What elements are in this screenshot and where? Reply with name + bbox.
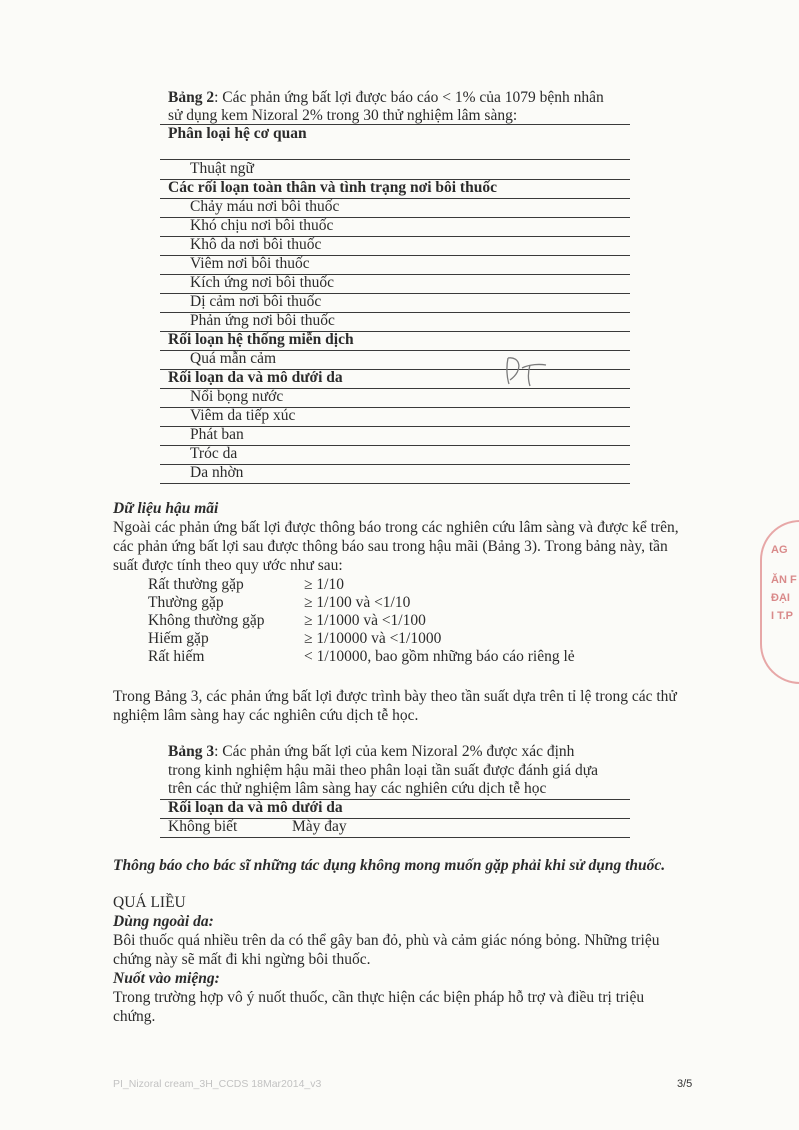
table2-top-rule (160, 106, 630, 125)
frequency-label: Rất hiếm (148, 648, 205, 665)
table2-term-row: Phát ban (160, 426, 630, 446)
table2-header-class: Phân loại hệ cơ quan (160, 125, 630, 160)
overdose-oral-line: Trong trường hợp vô ý nuốt thuốc, cần thực hiện các biện pháp hỗ trợ và điều trị triệu (113, 989, 645, 1006)
table2-term-row: Quá mẫn cảm (160, 350, 630, 370)
table3-term: Mày đay (292, 818, 347, 835)
table2-term-row: Tróc da (160, 445, 630, 465)
table2-header-term: Thuật ngữ (160, 160, 630, 180)
table2-term-row: Khó chịu nơi bôi thuốc (160, 217, 630, 237)
table3-caption-line2: trong kinh nghiệm hậu mãi theo phân loại tần suất được đánh giá dựa (168, 762, 599, 779)
table3-data-row (160, 818, 630, 838)
table2-category-row: Rối loạn hệ thống miễn dịch (160, 331, 630, 351)
handwritten-initials-mark (500, 350, 550, 390)
frequency-label: Rất thường gặp (148, 576, 244, 593)
overdose-topical-line: chứng này sẽ mất đi khi ngừng bôi thuốc. (113, 951, 371, 968)
table3-caption-line3-row: trên các thử nghiệm lâm sàng hay các nghiên cứu dịch tễ học (160, 780, 630, 800)
table2-term-row: Viêm da tiếp xúc (160, 407, 630, 427)
frequency-label: Không thường gặp (148, 612, 265, 629)
table2-term-row: Da nhờn (160, 464, 630, 484)
stamp-text-line: AG (771, 544, 788, 556)
frequency-value: ≥ 1/100 và <1/10 (304, 594, 411, 611)
table2-caption-line1: Bảng 2: Các phản ứng bất lợi được báo cáo < 1% của 1079 bệnh nhân (168, 89, 604, 106)
postmarketing-heading: Dữ liệu hậu mãi (113, 500, 219, 517)
table3-caption-label: Bảng 3 (168, 743, 215, 760)
table3-caption-line1: Bảng 3: Các phản ứng bất lợi của kem Nizoral 2% được xác định (168, 743, 575, 760)
table2-caption-line2: sử dụng kem Nizoral 2% trong 30 thử nghiệm lâm sàng: (168, 107, 518, 124)
overdose-oral-heading: Nuốt vào miệng: (113, 970, 220, 987)
postmarketing-para-line: suất được tính theo quy ước như sau: (113, 557, 343, 574)
overdose-oral-line: chứng. (113, 1008, 156, 1025)
table3-frequency: Không biết (168, 818, 238, 835)
footer-doc-id: PI_Nizoral cream_3H_CCDS 18Mar2014_v3 (113, 1078, 322, 1090)
overdose-topical-line: Bôi thuốc quá nhiều trên da có thể gây ban đỏ, phù và cảm giác nóng bỏng. Những triệu (113, 932, 660, 949)
postmarketing-para-line: Ngoài các phản ứng bất lợi được thông báo trong các nghiên cứu lâm sàng và được kể trên, (113, 519, 679, 536)
overdose-topical-heading: Dùng ngoài da: (113, 913, 214, 930)
table2-term-row: Khô da nơi bôi thuốc (160, 236, 630, 256)
table2-term-row: Kích ứng nơi bôi thuốc (160, 274, 630, 294)
frequency-label: Thường gặp (148, 594, 224, 611)
overdose-title: QUÁ LIỀU (113, 894, 186, 911)
table2-term-row: Dị cảm nơi bôi thuốc (160, 293, 630, 313)
postmarketing-para2-line: nghiệm lâm sàng hay các nghiên cứu dịch tễ học. (113, 707, 419, 724)
frequency-value: ≥ 1/10 (304, 576, 344, 593)
stamp-text-line: ĂN F (771, 574, 797, 586)
frequency-value: < 1/10000, bao gồm những báo cáo riêng lẻ (304, 648, 575, 665)
postmarketing-para2-line: Trong Bảng 3, các phản ứng bất lợi được trình bày theo tần suất dựa trên tỉ lệ trong các thử (113, 688, 677, 705)
stamp-text-line: I T.P (771, 610, 794, 622)
table2-term-row: Phản ứng nơi bôi thuốc (160, 312, 630, 332)
page-number: 3/5 (677, 1078, 693, 1090)
stamp-text-line: ĐẠI (771, 592, 790, 604)
table2-term-row: Nổi bọng nước (160, 388, 630, 408)
table2-category-row: Rối loạn da và mô dưới da (160, 369, 630, 389)
frequency-value: ≥ 1/1000 và <1/100 (304, 612, 426, 629)
table2-term-row: Viêm nơi bôi thuốc (160, 255, 630, 275)
notice-text: Thông báo cho bác sĩ những tác dụng không mong muốn gặp phải khi sử dụng thuốc. (113, 857, 666, 874)
table2-category-row: Các rối loạn toàn thân và tình trạng nơi bôi thuốc (160, 179, 630, 199)
table2-term-row: Chảy máu nơi bôi thuốc (160, 198, 630, 218)
frequency-label: Hiếm gặp (148, 630, 209, 647)
table2-caption-label: Bảng 2 (168, 89, 215, 106)
table3-category-row: Rối loạn da và mô dưới da (160, 799, 630, 819)
postmarketing-para-line: các phản ứng bất lợi sau được thông báo sau trong hậu mãi (Bảng 3). Trong bảng này, tần (113, 538, 668, 555)
frequency-value: ≥ 1/10000 và <1/1000 (304, 630, 442, 647)
